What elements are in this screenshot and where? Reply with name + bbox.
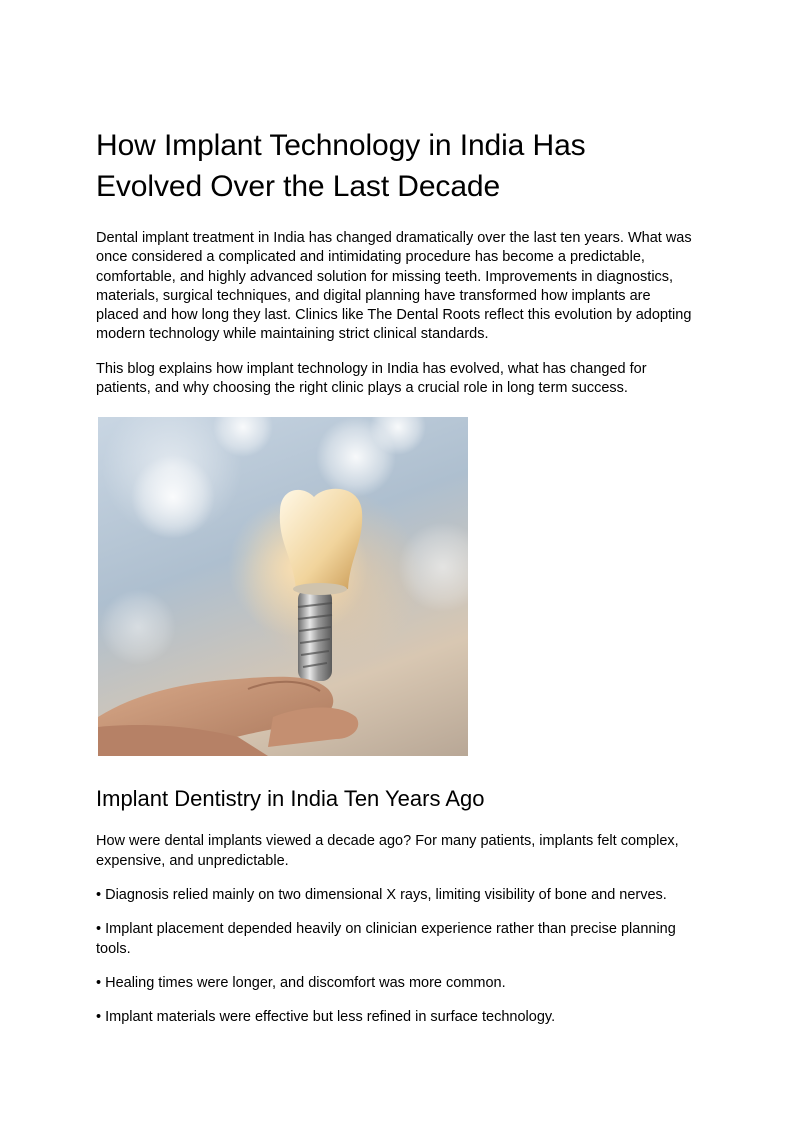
dental-implant-photo [98, 417, 468, 756]
bullet-item: • Diagnosis relied mainly on two dimensional X rays, limiting visibility of bone and nerves. [96, 886, 667, 903]
intro-paragraph-1: Dental implant treatment in India has changed dramatically over the last ten years. What was once considered a complicated and intimidating procedure has become a predictable, comfortable, and highly advanced solution for missing teeth. Improvements in diagnostics, materials, surgical techniques, and digital planning have transformed how implants are placed and how long they last. Clinics like The Dental Roots reflect this evolution by adopting modern technology while maintaining strict clinical standards. [96, 230, 692, 343]
section-paragraph: How were dental implants viewed a decade ago? For many patients, implants felt complex, expensive, and unpredictable. [96, 833, 679, 869]
document-page [96, 125, 696, 1027]
intro-paragraph-2: This blog explains how implant technology in India has evolved, what has changed for patients, and why choosing the right clinic plays a crucial role in long term success. [96, 360, 647, 397]
bullet-item: • Implant placement depended heavily on clinician experience rather than precise planning tools. [96, 921, 676, 957]
page-title: How Implant Technology in India Has Evolved Over the Last Decade [96, 129, 586, 203]
bullet-item: • Healing times were longer, and discomfort was more common. [96, 974, 506, 991]
section-heading: Implant Dentistry in India Ten Years Ago [96, 786, 485, 812]
bullet-item: • Implant materials were effective but less refined in surface technology. [96, 1009, 556, 1026]
dental-implant-illustration [98, 417, 468, 756]
